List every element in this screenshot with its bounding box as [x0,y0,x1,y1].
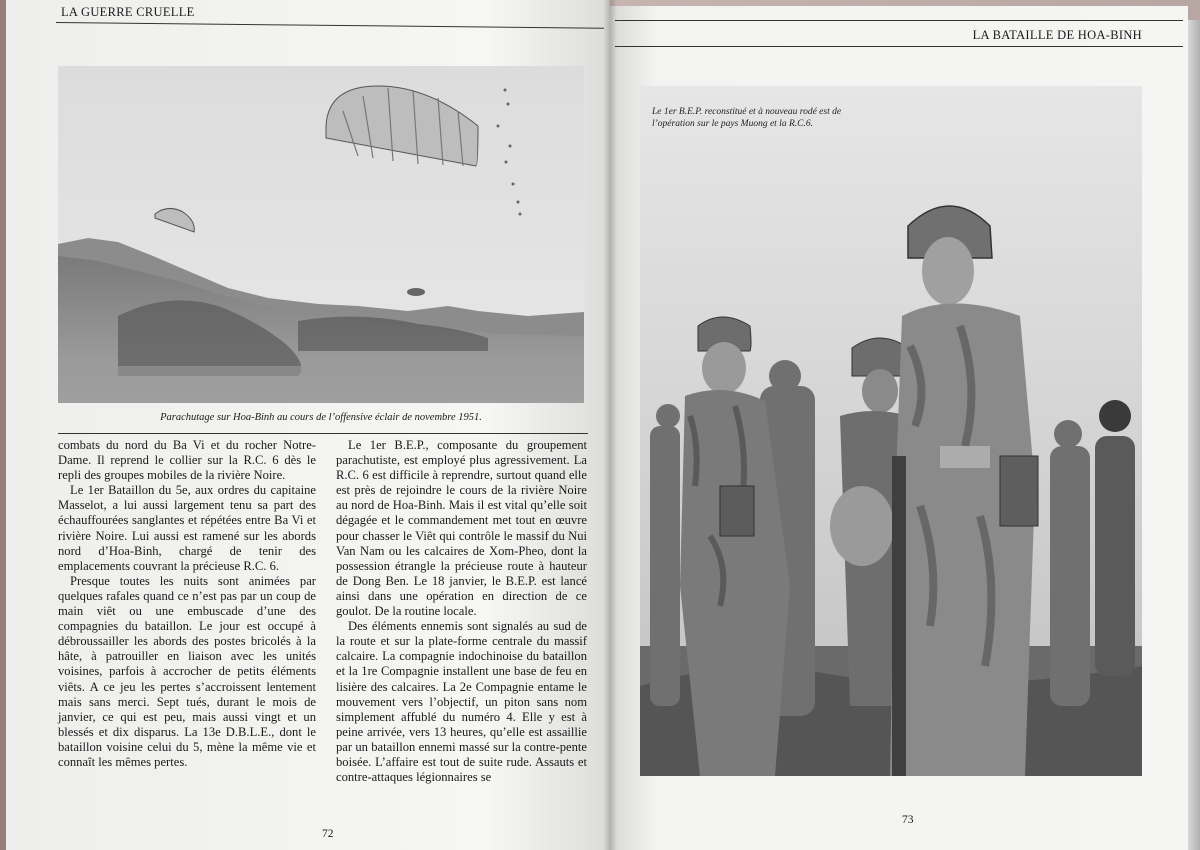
right-page [610,6,1188,850]
parachute-drop-illustration [58,66,584,403]
caption-line-2: l’opération sur le pays Muong et la R.C.6. [652,119,813,129]
right-running-head: LA BATAILLE DE HOA-BINH [972,28,1142,42]
caption-rule [58,433,588,434]
book-edge [1188,20,1200,850]
right-page-number: 73 [902,814,914,826]
right-header-rule [615,46,1183,47]
paragraph: Le 1er B.E.P., composante du groupement parachutiste, est employé plus agressivement. La R.C. 6 est difficile à reprendre, surtout quand elle est près de rejoindre le cours de la rivière Noire au nord de Hoa-Binh. Mais il est vital qu’elle soit dégagée et le commandement met tout en œuvre pour chasser le Viêt qui contrôle le massif du Nui Van Nam ou les calcaires de Xom-Pheo, dont la possession étrangle la précieuse route à hauteur de Dong Ben. Le 18 janvier, le B.E.P. est lancé ainsi dans une opération en direction de ce goulot. De la routine locale. [336,438,587,619]
left-page-number: 72 [322,828,334,840]
paragraph: Le 1er Bataillon du 5e, aux ordres du capitaine Masselot, a lui aussi largement tenu sa part des échauffourées sanglantes et répétées entre Ba Vi et rivière Noire. Lui aussi est ramené sur les abords nord d’Hoa-Binh, chargé de tenir des emplacements couvrant la précieuse R.C. 6. [58,483,316,573]
left-running-head: LA GUERRE CRUELLE [61,5,195,19]
parachute-photo [58,66,584,403]
paragraph: combats du nord du Ba Vi et du rocher Notre-Dame. Il reprend le collier sur la R.C. 6 dès le repli des groupes mobiles de la rivière Noire. [58,438,316,483]
right-top-rule [615,20,1183,21]
caption-line-1: Le 1er B.E.P. reconstitué et à nouveau rodé est de [652,107,842,117]
left-text-column-1 [58,438,316,770]
left-photo-caption: Parachutage sur Hoa-Binh au cours de l’offensive éclair de novembre 1951. [160,412,482,423]
left-header-rule [56,22,604,29]
right-photo-caption [652,106,932,130]
soldiers-illustration [640,86,1142,776]
paragraph: Presque toutes les nuits sont animées par quelques rafales quand ce n’est pas par un coup de main viêt ou une embuscade d’une des compagnies du bataillon. Le jour est occupé à débroussailler les abords des postes bricolés à la hâte, à patrouiller en liaison avec les unités voisines, parfois à accrocher de petits éléments viêts. A ce jeu les pertes s’accroissent lentement mais sans merci. Sept tués, durant le mois de janvier, ce qui est peu, mais aussi vingt et un blessés et dix disparus. La 13e D.B.L.E., dont le bataillon voisine celui du 5, mène la même vie et connaît les mêmes pertes. [58,573,316,769]
left-page [6,0,610,850]
soldiers-photo [640,86,1142,776]
paragraph: Des éléments ennemis sont signalés au sud de la route et sur la plate-forme centrale du massif calcaire. La compagnie indochinoise du bataillon et la 1re Compagnie installent une base de feu en lisière des calcaires. La 2e Compagnie entame le mouvement vers l’objectif, un piton sans nom simplement affublé du numéro 4. Elle y est à peine arrivée, vers 13 heures, qu’elle est assaillie par un bataillon ennemi massé sur la contre-pente boisée. L’affaire est tout de suite rude. Assauts et contre-attaques légionnaires se [336,619,587,785]
left-text-column-2 [336,438,587,785]
